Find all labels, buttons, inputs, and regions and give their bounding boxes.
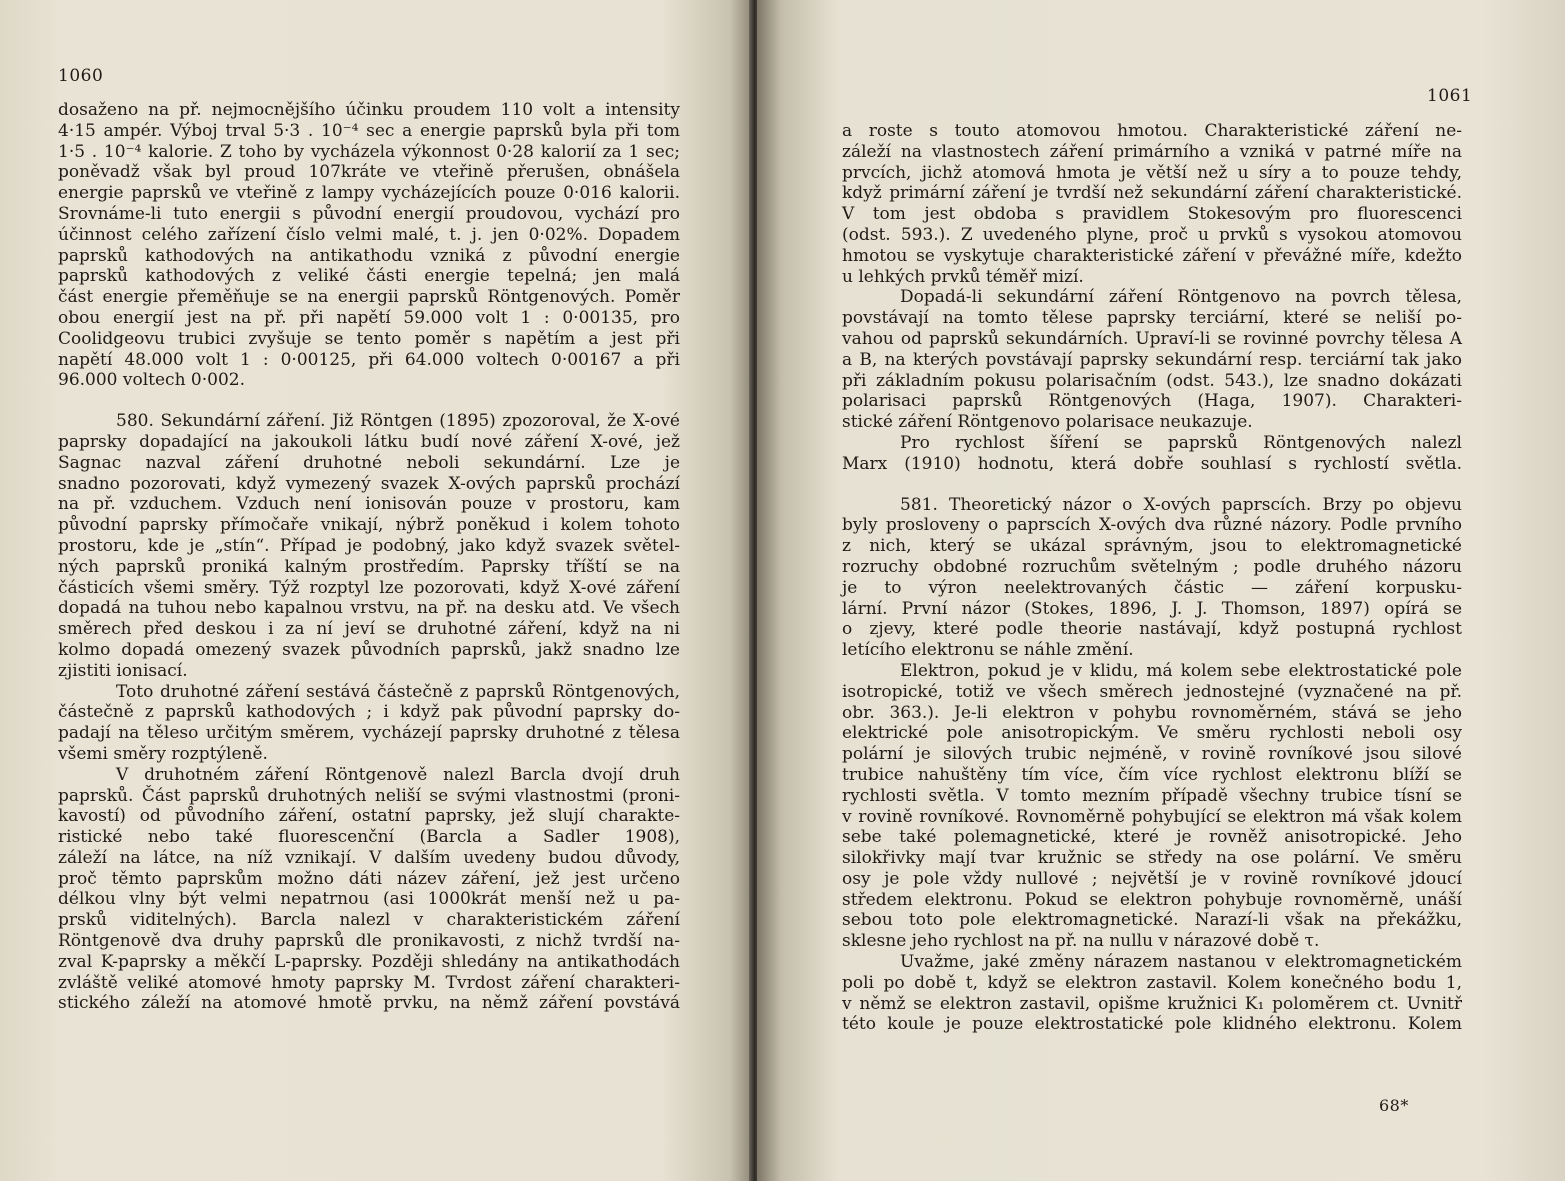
text-line: rozruchy obdobné rozruchům světelným ; podle druhého názoru xyxy=(842,556,1462,577)
text-line: napětí 48.000 volt 1 : 0·00125, při 64.000 voltech 0·00167 a při xyxy=(58,349,680,370)
text-line: silokřivky mají tvar kružnic se středy na ose polární. Ve směru xyxy=(842,848,1462,869)
text-line: prsků viditelných). Barcla nalezl v charakteristickém záření xyxy=(58,910,680,931)
text-line: u lehkých prvků téměř mizí. xyxy=(842,266,1084,287)
text-line: záleží na látce, na níž vznikají. V dalším uvedeny budou důvody, xyxy=(58,847,680,868)
text-line: z nich, který se ukázal správným, jsou to elektromagnetické xyxy=(842,536,1462,557)
text-line: kolmo dopadá omezený svazek původních paprsků, jakž snadno lze xyxy=(58,639,680,660)
text-line: 4·15 ampér. Výboj trval 5·3 . 10⁻⁴ sec a energie paprsků byla při tom xyxy=(58,120,680,141)
text-line: směrech před deskou i za ní jeví se druhotné záření, když na ni xyxy=(58,619,680,640)
text-line: povstávají na tomto tělese paprsky terciární, které se neliší po- xyxy=(842,308,1462,329)
text-line: Coolidgeovu trubici zvyšuje se tento poměr s napětím a jest při xyxy=(58,328,680,349)
text-line: středem elektronu. Pokud se elektron pohybuje rovnoměrně, unáší xyxy=(842,889,1462,910)
text-line: osy je pole vždy nullové ; největší je v rovině rovníkové jdoucí xyxy=(842,868,1462,889)
page-number: 1060 xyxy=(58,66,104,86)
text-line: Srovnáme-li tuto energii s původní energií proudovou, vychází pro xyxy=(58,203,680,224)
text-line: zval K-paprsky a měkčí L-paprsky. Později shledány na antikathodách xyxy=(58,951,680,972)
text-line: stické záření Röntgenovo polarisace neukazuje. xyxy=(842,412,1253,433)
text-line: paprsků kathodových na antikathodu vzniká z původní energie xyxy=(58,245,680,266)
text-line: této koule je pouze elektrostatické pole klidného elektronu. Kolem xyxy=(842,1014,1462,1035)
text-line: účinnost celého zařízení číslo velmi malé, t. j. jen 0·02%. Dopadem xyxy=(58,224,680,245)
text-line: proč těmto paprskům možno dáti název záření, jež jest určeno xyxy=(58,868,680,889)
signature-mark: 68* xyxy=(1379,1096,1409,1115)
text-line: padají na těleso určitým směrem, vycházejí paprsky druhotné z tělesa xyxy=(58,723,680,744)
section-gap xyxy=(842,475,1462,495)
text-line: ných paprsků proniká kalným prostředím. Paprsky tříští se na xyxy=(58,556,680,577)
text-line: poli po době t, když se elektron zastavil. Kolem konečného bodu 1, xyxy=(842,972,1462,993)
text-line: byly prosloveny o paprscích X-ových dva různé názory. Podle prvního xyxy=(842,515,1462,536)
text-line: trubice nahuštěny tím více, čím více rychlost elektronu blíží se xyxy=(842,764,1462,785)
text-line: V druhotném záření Röntgenově nalezl Barcla dvojí druh xyxy=(116,764,680,785)
text-line: Marx (1910) hodnotu, která dobře souhlasí s rychlostí světla. xyxy=(842,453,1462,474)
text-line: dosaženo na př. nejmocnějšího účinku proudem 110 volt a intensity xyxy=(58,100,680,120)
text-line: Uvažme, jaké změny nárazem nastanou v elektromagnetickém xyxy=(900,952,1462,973)
text-line: délkou vlny být velmi nepatrnou (asi 1000krát menší než u pa- xyxy=(58,889,680,910)
text-line: zvláště veliké atomové hmoty paprsky M. Tvrdost záření charakteri- xyxy=(58,972,680,993)
text-line: Röntgenově dva druhy paprsků dle pronikavosti, z nichž tvrdší na- xyxy=(58,931,680,952)
text-line: isotropické, totiž ve všech směrech jednostejné (vyznačené na př. xyxy=(842,681,1462,702)
text-line: snadno pozorovati, když vymezený svazek X-ových paprsků prochází xyxy=(58,473,680,494)
text-line: 1·5 . 10⁻⁴ kalorie. Z toho by vycházela výkonnost 0·28 kalorií za 1 sec; xyxy=(58,141,680,162)
page-number: 1061 xyxy=(1427,86,1473,106)
text-line: sebe také polemagnetické, které je rovněž anisotropické. Jeho xyxy=(842,827,1462,848)
text-line: letícího elektronu se náhle změní. xyxy=(842,640,1134,661)
text-line: záleží na vlastnostech záření primárního a vzniká v patrné míře na xyxy=(842,141,1462,162)
text-line: a B, na kterých povstávají paprsky sekundární resp. terciární tak jako xyxy=(842,349,1462,370)
text-line: Toto druhotné záření sestává částečně z paprsků Röntgenových, xyxy=(116,681,680,702)
text-line: lární. První názor (Stokes, 1896, J. J. Thomson, 1897) opírá se xyxy=(842,598,1462,619)
text-line: (odst. 593.). Z uvedeného plyne, proč u prvků s vysokou atomovou xyxy=(842,224,1462,245)
text-line: částicích všemi směry. Týž rozptyl lze pozorovati, když X-ové záření xyxy=(58,577,680,598)
text-line: zjistiti ionisací. xyxy=(58,660,188,681)
text-line: na př. vzduchem. Vzduch není ionisován pouze v prostoru, kam xyxy=(58,494,680,515)
text-line: a roste s touto atomovou hmotou. Charakteristické záření ne- xyxy=(842,121,1462,141)
text-line: paprsky dopadající na jakoukoli látku budí nové záření X-ové, jež xyxy=(58,431,680,452)
left-page-text xyxy=(58,100,680,1014)
text-line: obou energií jest na př. při napětí 59.000 volt 1 : 0·00135, pro xyxy=(58,307,680,328)
text-line: když primární záření je tvrdší než sekundární záření charakteristické. xyxy=(842,183,1462,204)
text-line: vahou od paprsků sekundárních. Upraví-li se rovinné povrchy tělesa A xyxy=(842,328,1462,349)
right-page xyxy=(757,0,1565,1181)
text-line: paprsků kathodových z veliké části energie tepelná; jen malá xyxy=(58,266,680,287)
text-line: paprsků. Část paprsků druhotných neliší se svými vlastnostmi (proni- xyxy=(58,785,680,806)
text-line: část energie přeměňuje se na energii paprsků Röntgenových. Poměr xyxy=(58,287,680,308)
text-line: elektrické pole anisotropickým. Ve směru rychlosti neboli osy xyxy=(842,723,1462,744)
text-line: stického záleží na atomové hmotě prvku, na němž záření povstává xyxy=(58,993,680,1014)
text-line: původní paprsky přímočaře vnikají, nýbrž poněkud i kolem tohoto xyxy=(58,515,680,536)
text-line: V tom jest obdoba s pravidlem Stokesovým pro fluorescenci xyxy=(842,204,1462,225)
text-line: Dopadá-li sekundární záření Röntgenovo na povrch tělesa, xyxy=(900,287,1462,308)
text-line: 580. Sekundární záření. Již Röntgen (1895) zpozoroval, že X-ové xyxy=(116,411,680,432)
text-line: v rovině rovníkové. Rovnoměrně pohybující se elektron má však kolem xyxy=(842,806,1462,827)
text-line: 96.000 voltech 0·002. xyxy=(58,370,245,391)
text-line: prostoru, kde je „stín“. Případ je podobný, jako když svazek světel- xyxy=(58,535,680,556)
text-line: při základním pokusu polarisačním (odst. 543.), lze snadno dokázati xyxy=(842,370,1462,391)
text-line: 581. Theoretický názor o X-ových paprscích. Brzy po objevu xyxy=(900,494,1462,515)
text-line: obr. 363.). Je-li elektron v pohybu rovnoměrném, stává se jeho xyxy=(842,702,1462,723)
section-gap xyxy=(58,391,680,411)
text-line: sklesne jeho rychlost na př. na nullu v nárazové době τ. xyxy=(842,931,1320,952)
text-line: rychlosti světla. V tomto mezním případě všechny trubice tísní se xyxy=(842,785,1462,806)
text-line: poněvadž však byl proud 107kráte ve vteřině přerušen, obnášela xyxy=(58,162,680,183)
text-line: Pro rychlost šíření se paprsků Röntgenových nalezl xyxy=(900,432,1462,453)
text-line: všemi směry rozptýleně. xyxy=(58,743,268,764)
text-line: je to výron neelektrovaných částic — záření korpusku- xyxy=(842,577,1462,598)
right-page-text xyxy=(842,121,1462,1035)
text-line: částečně z paprsků kathodových ; i když pak původní paprsky do- xyxy=(58,702,680,723)
text-line: polarisaci paprsků Röntgenových (Haga, 1907). Charakteri- xyxy=(842,391,1462,412)
text-line: sebou toto pole elektromagnetické. Narazí-li však na překážku, xyxy=(842,910,1462,931)
text-line: ristické nebo také fluorescenční (Barcla a Sadler 1908), xyxy=(58,827,680,848)
text-line: Sagnac nazval záření druhotné neboli sekundární. Lze je xyxy=(58,452,680,473)
text-line: o zjevy, které podle theorie nastávají, když postupná rychlost xyxy=(842,619,1462,640)
text-line: energie paprsků ve vteřině z lampy vycházejících pouze 0·016 kalorii. xyxy=(58,183,680,204)
text-line: dopadá na tuhou nebo kapalnou vrstvu, na př. na desku atd. Ve všech xyxy=(58,598,680,619)
text-line: v němž se elektron zastavil, opišme kružnici K₁ poloměrem ct. Uvnitř xyxy=(842,993,1462,1014)
text-line: Elektron, pokud je v klidu, má kolem sebe elektrostatické pole xyxy=(900,660,1462,681)
text-line: polární je silových trubic nejméně, v rovině rovníkové jsou silové xyxy=(842,744,1462,765)
left-page xyxy=(0,0,752,1181)
text-line: hmotou se vyskytuje charakteristické záření v převážné míře, kdežto xyxy=(842,245,1462,266)
text-line: kavostí) od původního záření, ostatní paprsky, jež slují charakte- xyxy=(58,806,680,827)
text-line: prvcích, jichž atomová hmota je větší než u síry a to pouze tehdy, xyxy=(842,162,1462,183)
